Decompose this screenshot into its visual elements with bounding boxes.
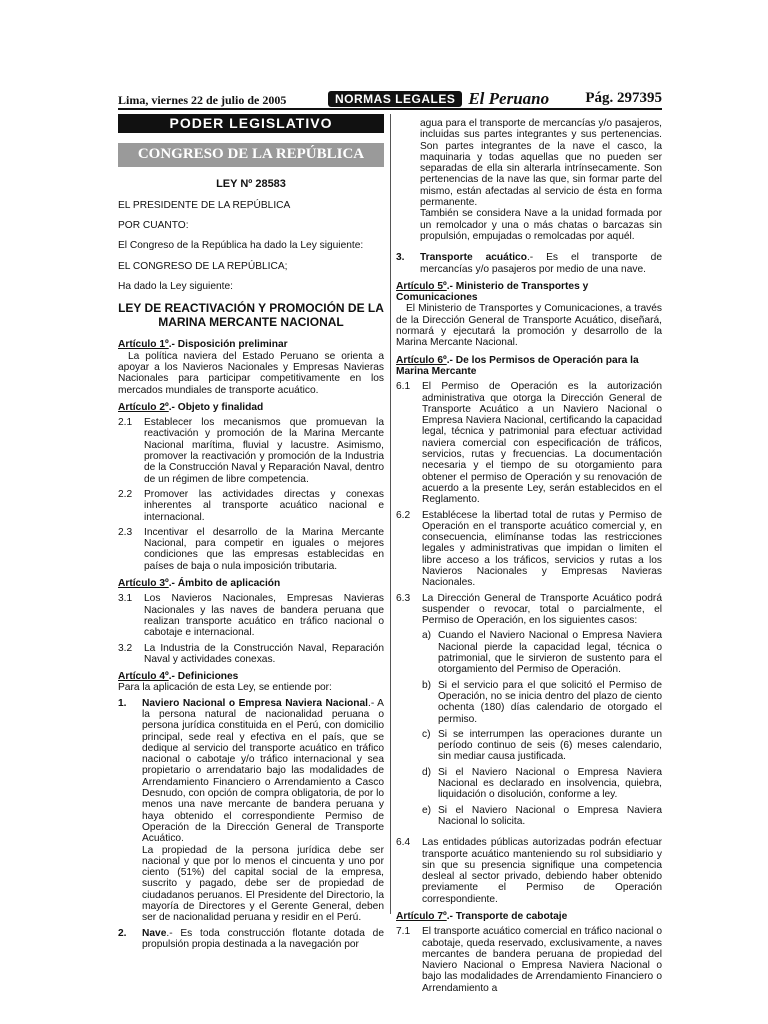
- item-text: Establecer los mecanismos que promuevan la reactivación y promoción de la Marina Mercante Nacional marítima, fluvial y lacustre. Asimismo, promover la reactivación y promoción de la Industria de la Construcción Naval y Reparación Naval, dentro de un régimen de libre competencia.: [144, 417, 384, 485]
- left-column: [118, 114, 384, 950]
- definition-item: [118, 928, 384, 951]
- newspaper-logo: El Peruano: [468, 88, 550, 108]
- article-heading: [118, 578, 384, 589]
- article-title: .- Objeto y finalidad: [168, 401, 264, 413]
- definition-body: [142, 928, 384, 951]
- item-number: 7.1: [396, 926, 411, 938]
- definition-text: .- Es el transporte de mercancías y/o pasajeros por medio de una nave.: [420, 252, 662, 275]
- item-text: El Permiso de Operación es la autorización administrativa que otorga la Dirección General de Transporte Acuático a un Naviero Nacional o Empresa Naviera Nacional, certificando la capacidad legal, técnica y patrimonial para efectuar actividad naviera comercial con especificación de tráficos, servicios, rutas y frecuencias. La documentación necesaria y el tiempo de su otorgamiento para obtener el permiso de Operación y su renovación de acuerdo a la presente Ley, serán establecidos en el Reglamento.: [422, 381, 662, 506]
- article-heading: [396, 355, 662, 378]
- article-intro: Para la aplicación de esta Ley, se entiende por:: [118, 682, 332, 694]
- congreso-banner: CONGRESO DE LA REPÚBLICA: [118, 143, 384, 166]
- article-title: .- Transporte de cabotaje: [446, 911, 568, 922]
- item-text: Establécese la libertad total de rutas y Permiso de Operación en el transporte acuático comercial y, en consecuencia, elimínanse todas las restricciones legales y administrativas que impidan o limiten el libre acceso a los tráficos, servicios y rutas a los Navieros Nacionales y Empresas Navieras Nacionales.: [422, 509, 662, 589]
- list-item: [396, 510, 662, 589]
- article-label: Artículo 5º: [396, 280, 447, 292]
- article-heading: [118, 671, 384, 682]
- definition-term: Nave: [142, 927, 167, 939]
- article-label: Artículo 6º: [396, 354, 447, 366]
- sub-item-letter: a): [422, 630, 432, 642]
- definition-continuation: [396, 118, 662, 242]
- item-number: 6.3: [396, 592, 411, 604]
- article-title: .- Ministerio de Transportes y Comunicaciones: [396, 280, 589, 304]
- definition-text-2: También se considera Nave a la unidad formada por un remolcador y una o más chatas o barcazas sin propulsión, empujadas o remolcadas por aquél.: [420, 208, 662, 242]
- item-text: Promover las actividades directas y conexas inherentes al transporte acuático nacional e internacional.: [144, 488, 384, 523]
- definition-item: [396, 252, 662, 275]
- issue-date: Lima, viernes 22 de julio de 2005: [118, 93, 287, 107]
- sub-list-item: [422, 680, 662, 725]
- definition-text: agua para el transporte de mercancías y/o pasajeros, incluidas sus partes integrantes y sus pertenencias. Son partes integrantes de la nave el casco, la maquinaria y todas aquellas que no pueden ser separadas de ella sin alterarla intrínsecamente. Son pertenencias de la nave las que, sin formar parte del mismo, están afectadas al servicio de ésta en forma permanente.: [420, 118, 662, 209]
- sub-item-text: Si el Naviero Nacional o Empresa Naviera Nacional es declarado en insolvencia, quiebra, liquidación o disolución, conforme a ley.: [438, 766, 662, 801]
- item-number: 6.2: [396, 509, 411, 521]
- article-label: Artículo 1º: [118, 339, 169, 351]
- preamble-line: El Congreso de la República ha dado la Ley siguiente:: [118, 240, 364, 252]
- item-text: La Dirección General de Transporte Acuático podrá suspender o revocar, total o parcialmente, el Permiso de Operación, en los siguientes casos:: [422, 592, 662, 627]
- poder-legislativo-banner: PODER LEGISLATIVO: [118, 114, 384, 133]
- publication-brand: [328, 90, 582, 107]
- sub-item-letter: d): [422, 766, 432, 778]
- law-number: LEY Nº 28583: [216, 177, 286, 190]
- preamble-line: POR CUANTO:: [118, 220, 189, 232]
- list-item: [396, 837, 662, 905]
- item-text: La Industria de la Construcción Naval, Reparación Naval y actividades conexas.: [144, 642, 384, 665]
- list-item: [118, 643, 384, 666]
- column-divider: [390, 114, 391, 914]
- item-text: Los Navieros Nacionales, Empresas Navieras Nacionales y las naves de bandera peruana que realizan transporte acuático en tráfico nacional o cabotaje e internacional.: [144, 593, 384, 639]
- definition-text: .- Es toda construcción flotante dotada de propulsión propia destinada a la navegación por: [142, 927, 384, 950]
- preamble-line: EL PRESIDENTE DE LA REPÚBLICA: [118, 199, 291, 211]
- definition-body: [142, 698, 384, 924]
- article-title: .- Disposición preliminar: [168, 339, 288, 351]
- item-number: 2.2: [118, 488, 133, 500]
- sub-item-text: Si el Naviero Nacional o Empresa Naviera Nacional lo solicita.: [438, 804, 662, 827]
- article-heading: [396, 911, 662, 922]
- sub-item-letter: c): [422, 728, 431, 740]
- sub-item-letter: e): [422, 804, 432, 816]
- sub-item-text: Si se interrumpen las operaciones durante un período continuo de seis (6) meses calendario, sin mediar causa justificada.: [438, 728, 662, 763]
- list-item: [118, 593, 384, 638]
- definition-body: [420, 252, 662, 275]
- preamble-line: Ha dado la Ley siguiente:: [118, 281, 233, 293]
- item-number: 6.4: [396, 837, 411, 849]
- list-item: [118, 417, 384, 485]
- article-label: Artículo 7º: [396, 911, 447, 922]
- preamble-line: EL CONGRESO DE LA REPÚBLICA;: [118, 260, 288, 272]
- sub-item-text: Cuando el Naviero Nacional o Empresa Naviera Nacional pierde la capacidad legal, técnica o patrimonial, que le sirvieron de sustento para el otorgamiento del Permiso de Operación.: [438, 630, 662, 676]
- list-item: [396, 593, 662, 627]
- sub-list-item: [422, 767, 662, 801]
- definition-item: [118, 698, 384, 924]
- definition-term: Transporte acuático: [420, 252, 527, 264]
- article-title: .- Ámbito de aplicación: [168, 578, 281, 590]
- normas-legales-label: NORMAS LEGALES: [328, 91, 462, 107]
- item-number: 3.1: [118, 593, 133, 605]
- item-text: El transporte acuático comercial en tráfico nacional o cabotaje, queda reservado, exclusivamente, a naves mercantes de bandera peruana de propiedad del Naviero Nacional o Empresa Naviera Nacional o bajo las modalidades de Arrendamiento Financiero o Arrendamiento a: [422, 926, 662, 994]
- definition-text-2: La propiedad de la persona jurídica debe ser nacional y que por lo menos el cincuenta y uno por ciento (51%) del capital social de la empresa, suscrito y pagado, debe ser de propiedad de ciudadanos peruanos. El Presidente del Directorio, la mayoría de Directores y el Gerente General, deben ser de nacionalidad peruana y residir en el Perú.: [142, 844, 384, 924]
- sub-item-letter: b): [422, 679, 432, 691]
- article-title: .- De los Permisos de Operación para la Marina Mercante: [396, 354, 639, 377]
- article-text: El Ministerio de Transportes y Comunicaciones, a través de la Dirección General de Transporte Acuático, diseñará, normará y ejecutará la promoción y desarrollo de la Marina Mercante Nacional.: [396, 303, 662, 349]
- definition-body: [420, 118, 662, 242]
- list-item: [118, 527, 384, 572]
- sub-list-item: [422, 729, 662, 763]
- item-number: 2.1: [118, 417, 133, 429]
- article-heading: [396, 281, 662, 304]
- article-text: La política naviera del Estado Peruano se orienta a apoyar a los Navieros Nacionales y Empresas Navieras Nacionales para participar competitivamente en los mercados mundiales de transporte acuático.: [118, 350, 384, 396]
- list-item: [396, 926, 662, 994]
- list-item: [118, 489, 384, 523]
- header-divider: [118, 108, 662, 110]
- article-label: Artículo 2º: [118, 401, 169, 413]
- item-number: 2.3: [118, 526, 133, 538]
- item-number: 1.: [118, 697, 127, 709]
- article-heading: [118, 339, 384, 350]
- page-number: Pág. 297395: [585, 90, 662, 106]
- sub-item-text: Si el servicio para el que solicitó el Permiso de Operación, no se inicia dentro del plazo de ciento ochenta (180) días calendario de otorgado el permiso.: [438, 679, 662, 725]
- definition-text: .- A la persona natural de nacionalidad peruana o persona jurídica constituida en el Perú, con domicilio principal, sede real y efectiva en el país, que se dedique al servicio del transporte acuático en tráfico nacional o cabotaje y/o tráfico internacional y sea propietario o arrendatario bajo las modalidades de Arrendamiento Financiero o Arrendamiento a Casco Desnudo, con opción de compra obligatoria, de por lo menos una nave mercante de bandera peruana y haya obtenido el correspondiente Permiso de Operación de la Dirección General de Transporte Acuático.: [142, 697, 384, 845]
- sub-list-item: [422, 805, 662, 828]
- article-label: Artículo 4º: [118, 671, 169, 683]
- law-title: LEY DE REACTIVACIÓN Y PROMOCIÓN DE LA MARINA MERCANTE NACIONAL: [118, 301, 384, 330]
- item-number: 2.: [118, 927, 127, 939]
- item-text: Incentivar el desarrollo de la Marina Mercante Nacional, para competir en iguales o mejores condiciones que las empresas establecidas en países de baja o nula imposición tributaria.: [144, 526, 384, 572]
- definition-term: Naviero Nacional o Empresa Naviera Nacional: [142, 697, 368, 709]
- item-number: 6.1: [396, 381, 411, 393]
- item-text: Las entidades públicas autorizadas podrán efectuar transporte acuático manteniendo su rol subsidiario y sin que su presencia signifique una competencia desleal al sector privado, debiendo haber obtenido previamente el Permiso de Operación correspondiente.: [422, 837, 662, 905]
- right-column: [396, 114, 662, 994]
- list-item: [396, 381, 662, 505]
- sub-list: [396, 630, 662, 827]
- sub-list-item: [422, 630, 662, 675]
- article-heading: [118, 402, 384, 413]
- article-label: Artículo 3º: [118, 578, 169, 590]
- article-title: .- Definiciones: [168, 671, 239, 683]
- item-number: 3.2: [118, 642, 133, 654]
- item-number: 3.: [396, 252, 405, 264]
